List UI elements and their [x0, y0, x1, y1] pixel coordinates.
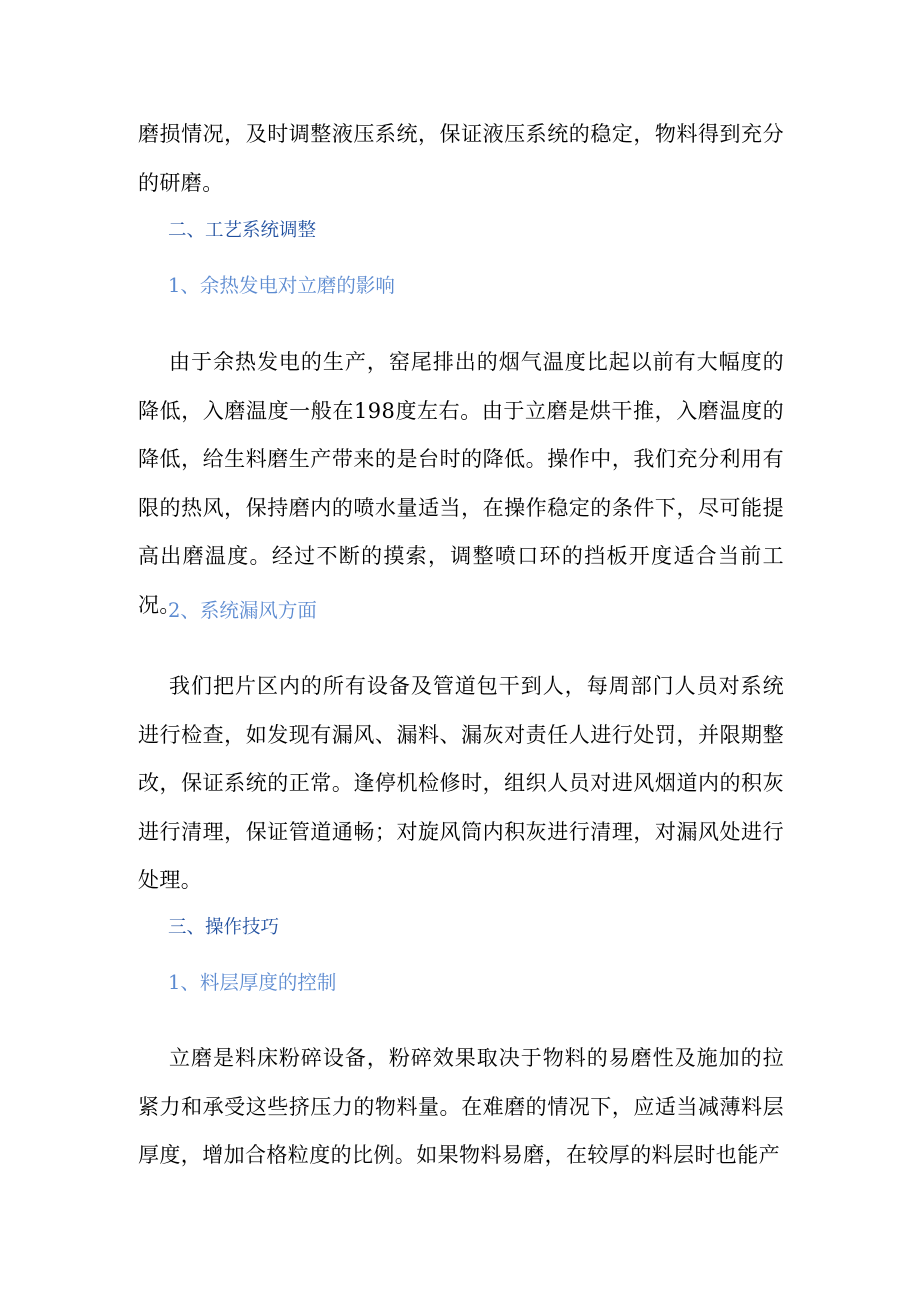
subheading-waste-heat-impact: 1、余热发电对立磨的影响	[168, 274, 395, 297]
paragraph-air-leakage: 我们把片区内的所有设备及管道包干到人，每周部门人员对系统进行检查，如发现有漏风、漏料、漏灰对责任人进行处罚，并限期整改，保证系统的正常。逢停机检修时，组织人员对进风烟道内的积灰进行清理，保证管道通畅；对旋风筒内积灰进行清理，对漏风处进行处理。	[138, 674, 784, 892]
paragraph-layer-thickness: 立磨是料床粉碎设备，粉碎效果取决于物料的易磨性及施加的拉紧力和承受这些挤压力的物料量。在难磨的情况下，应适当减薄料层厚度，增加合格粒度的比例。如果物料易磨，在较厚的料层时也能产	[138, 1046, 784, 1167]
section-heading-process-adjustment: 二、工艺系统调整	[168, 220, 317, 241]
section-heading-operating-skills: 三、操作技巧	[168, 917, 280, 938]
subheading-system-air-leakage: 2、系统漏风方面	[168, 599, 317, 622]
paragraph-continuation: 磨损情况，及时调整液压系统，保证液压系统的稳定，物料得到充分的研磨。	[138, 122, 784, 195]
subheading-layer-thickness-control: 1、料层厚度的控制	[168, 971, 337, 994]
paragraph-waste-heat: 由于余热发电的生产，窑尾排出的烟气温度比起以前有大幅度的降低，入磨温度一般在198度左右。由于立磨是烘干推，入磨温度的降低，给生料磨生产带来的是台时的降低。操作中，我们充分利用有限的热风，保持磨内的喷水量适当，在操作稳定的条件下，尽可能提高出磨温度。经过不断的摸索，调整喷口环的挡板开度适合当前工况。	[138, 350, 784, 617]
